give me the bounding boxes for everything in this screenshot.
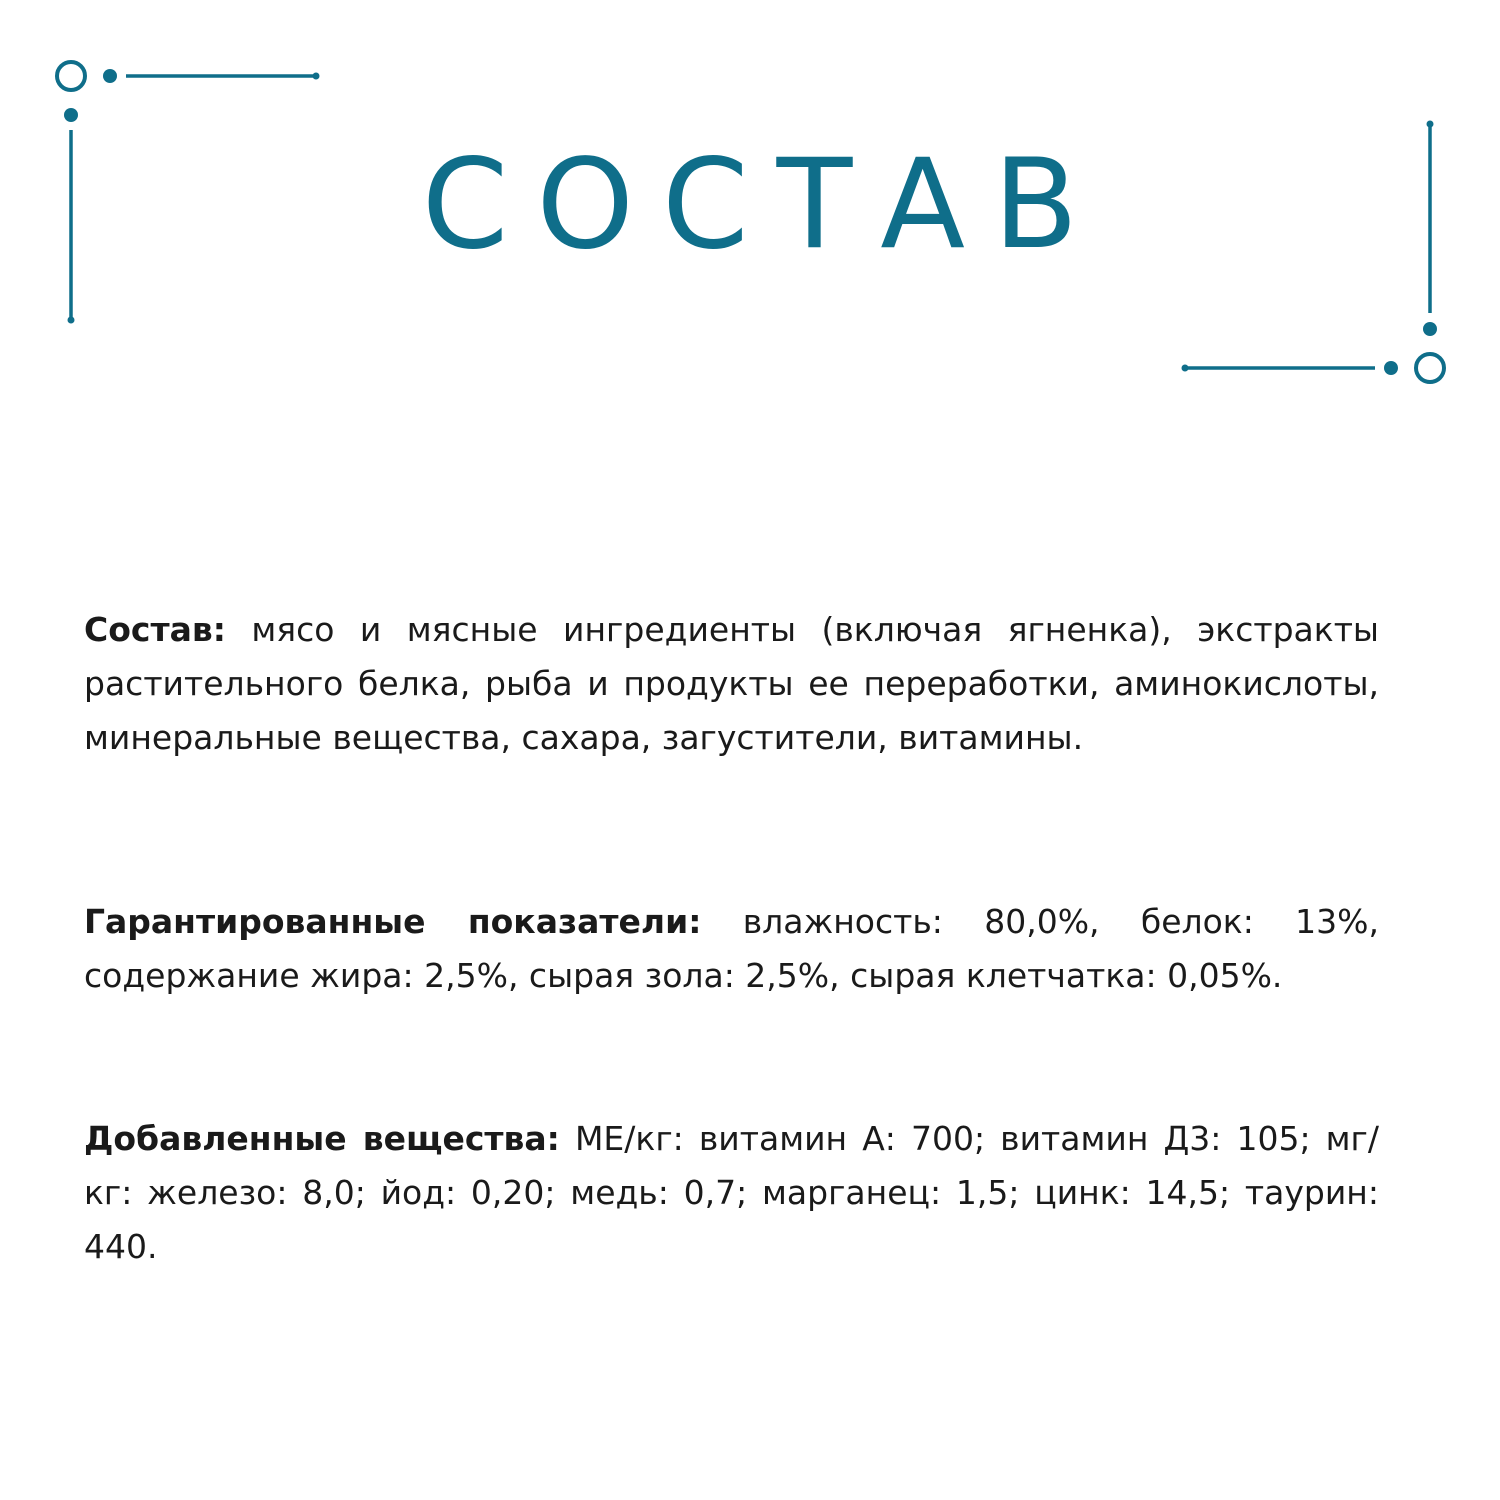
dot-icon xyxy=(1384,361,1398,375)
guaranteed-analysis-paragraph xyxy=(84,895,1379,1003)
dot-icon xyxy=(1427,121,1434,128)
dot-icon xyxy=(1182,365,1189,372)
ring-icon xyxy=(1416,354,1444,382)
page-title: СОСТАВ xyxy=(421,133,1107,277)
guaranteed-analysis-text: влажность: 80,0%, белок: 13%, содержание жира: 2,5%, сырая зола: 2,5%, сырая клетчатка: 0,05%. xyxy=(84,902,1380,995)
additives-text: МЕ/кг: витамин А: 700; витамин Д3: 105; мг/кг: железо: 8,0; йод: 0,20; медь: 0,7; марганец: 1,5; цинк: 14,5; таурин: 440. xyxy=(84,1119,1379,1266)
composition-text: мясо и мясные ингредиенты (включая ягненка), экстракты растительного белка, рыба и продукты ее переработки, аминокислоты, минеральные вещества, сахара, загустители, витамины. xyxy=(84,610,1379,757)
guaranteed-analysis-label: Гарантированные показатели: xyxy=(84,902,702,941)
dot-icon xyxy=(64,108,78,122)
dot-icon xyxy=(103,69,117,83)
additives-label: Добавленные вещества: xyxy=(84,1119,560,1158)
composition-label: Состав: xyxy=(84,610,226,649)
additives-paragraph xyxy=(84,1112,1379,1274)
ring-icon xyxy=(57,62,85,90)
composition-paragraph xyxy=(84,603,1379,765)
dot-icon xyxy=(68,317,75,324)
dot-icon xyxy=(1423,322,1437,336)
dot-icon xyxy=(313,73,320,80)
